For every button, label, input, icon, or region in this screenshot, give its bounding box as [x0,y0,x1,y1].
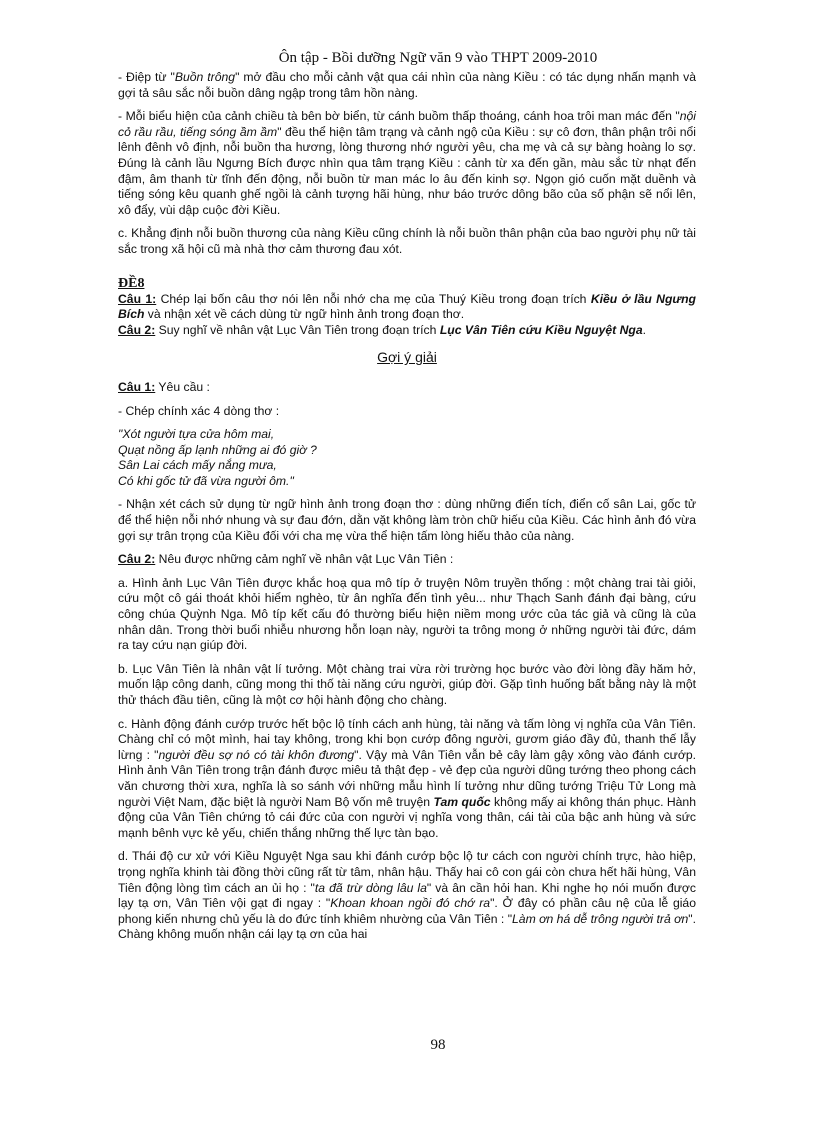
answer-2-label: Câu 2: Nêu được những cảm nghĩ về nhân vật Lục Vân Tiên : [118,552,454,567]
answer-1-copy-instruction: - Chép chính xác 4 dòng thơ : [118,403,280,418]
paragraph-b: b. Lục Vân Tiên là nhân vật lí tưởng. Một chàng trai vừa rời trường học bước vào đời lòng đầy hăm hở, muốn lập công danh, cũng mong thi thố tài năng cứu người, giúp đời. Gặp tình huống bất bằng này là một thử thách đầu tiên, cũng là một cơ hội hành động cho chàng. [118,661,696,707]
answer-heading: Gợi ý giải [377,349,437,366]
question-2: Câu 2: Suy nghĩ về nhân vật Lục Vân Tiên trong đoạn trích Lục Vân Tiên cứu Kiều Nguyệt Nga. [118,322,647,337]
poem-line: Quạt nồng ấp lạnh những ai đó giờ ? [118,442,317,457]
poem-line: Sân Lai cách mấy nắng mưa, [118,458,277,473]
poem-block [118,427,696,489]
page-header: Ôn tập - Bồi dưỡng Ngữ văn 9 vào THPT 2009-2010 [278,50,598,66]
question-1: Câu 1: Chép lại bốn câu thơ nói lên nỗi nhớ cha mẹ của Thuý Kiều trong đoạn trích Kiều ở lầu Ngưng Bích và nhận xét về cách dùng từ ngữ hình ảnh trong đoạn thơ. [118,291,696,322]
paragraph-dieptu: - Điệp từ "Buồn trông" mở đầu cho mỗi cảnh vật qua cái nhìn của nàng Kiều : có tác dụng nhấn mạnh và gợi tả sâu sắc nỗi buồn dâng ngập trong tâm hồn nàng. [118,70,696,100]
paragraph-d: d. Thái độ cư xử với Kiều Nguyệt Nga sau khi đánh cướp bộc lộ tư cách con người chính trực, hào hiệp, trọng nghĩa khinh tài đồng thời cũng rất từ tâm, nhân hậu. Thấy hai cô con gái còn chưa hết hãi hùng, Vân Tiên động lòng tìm cách an ủi họ : "ta đã trừ dòng lâu la" và ân cần hỏi han. Khi nghe họ nói muốn được lạy tạ ơn, Vân Tiên vội gạt đi ngay : "Khoan khoan ngồi đó chớ ra". Ở đây có phần câu nệ của lễ giáo phong kiến nhưng chủ yếu là do đức tính khiêm nhường của Vân Tiên : "Làm ơn há dễ trông người trả ơn". Chàng không muốn nhận cái lạy tạ ơn của hai [118,849,696,942]
paragraph-a: a. Hình ảnh Lục Vân Tiên được khắc hoạ qua mô típ ở truyện Nôm truyền thống : một chàng trai tài giỏi, cứu một cô gái thoát khỏi hiểm nghèo, từ ân nghĩa đến tình yêu... như Thạch Sanh đánh đại bàng, cứu công chúa Quỳnh Nga. Mô típ kết cấu đó thường biểu hiện niềm mong ước của tác giả và cũng là của nhân dân. Trong thời buổi nhiễu nhương hỗn loạn này, người ta trông mong ở những người tài đức, dám ra tay cứu nạn giúp đời. [118,575,696,653]
poem-line: Có khi gốc tử đã vừa người ôm." [118,473,294,488]
paragraph-c: c. Hành động đánh cướp trước hết bộc lộ tính cách anh hùng, tài năng và tấm lòng vị nghĩa của Vân Tiên. Chàng chỉ có một mình, hai tay không, trong khi bọn cướp đông người, gươm giáo đầy đủ, thanh thế lẫy lừng : "người đều sợ nó có tài khôn đương". Vậy mà Vân Tiên vẫn bẻ cây làm gậy xông vào đánh cướp. Hình ảnh Vân Tiên trong trận đánh được miêu tả thật đẹp - vẻ đẹp của người dũng tướng theo phong cách văn chương thời xưa, nghĩa là so sánh với những mẫu hình lí tưởng như dũng tướng Triệu Tử Long mà người Việt Nam, đặc biệt là người Nam Bộ vốn mê truyện Tam quốc không mấy ai không thán phục. Hành động của Vân Tiên chứng tỏ cái đức của con người vị nghĩa vong thân, cái tài của bậc anh hùng và sức mạnh bênh vực kẻ yếu, chiến thắng những thế lực tàn bạo. [118,716,696,840]
answer-1-label: Câu 1: Yêu cầu : [118,379,210,394]
poem-line: "Xót người tựa cửa hôm mai, [118,427,275,442]
section-heading-de8: ĐỀ8 [118,275,145,291]
paragraph-bieuhien: - Mỗi biểu hiện của cảnh chiều tà bên bờ biển, từ cánh buồm thấp thoáng, cánh hoa trôi man mác đến "nội cỏ rầu rầu, tiếng sóng ầm ầm" đều thể hiện tâm trạng và cảnh ngộ của Kiều : sự cô đơn, thân phận trôi nổi lênh đênh vô định, nỗi buồn tha hương, lòng thương nhớ người yêu, cha mẹ và cả sự bàng hoàng lo sợ. Đúng là cảnh lầu Ngưng Bích được nhìn qua tâm trạng Kiều : cảnh từ xa đến gần, màu sắc từ nhạt đến đậm, âm thanh từ tĩnh đến động, nỗi buồn từ man mác lo âu đến kinh sợ. Ngọn gió cuốn mặt duềnh và tiếng sóng kêu quanh ghế ngồi là cảnh tượng hãi hùng, như báo trước dông bão của số phận sẽ nổi lên, xô đẩy, vùi dập cuộc đời Kiều. [118,109,696,217]
document-body [118,70,696,951]
paragraph-khangdinh: c. Khẳng định nỗi buồn thương của nàng Kiều cũng chính là nỗi buồn thân phận của bao người phụ nữ tài sắc trong xã hội cũ mà nhà thơ cảm thương đau xót. [118,226,696,256]
page-number: 98 [430,1037,446,1053]
answer-1-comment: - Nhận xét cách sử dụng từ ngữ hình ảnh trong đoạn thơ : dùng những điển tích, điển cố sân Lai, gốc tử để thể hiện nỗi nhớ nhung và sự đau đớn, dằn vặt không làm tròn chữ hiếu của Kiều. Các hình ảnh đó vừa gợi sự trân trọng của Kiều đối với cha mẹ vừa thể hiện tấm lòng hiếu thảo của nàng. [118,497,696,543]
